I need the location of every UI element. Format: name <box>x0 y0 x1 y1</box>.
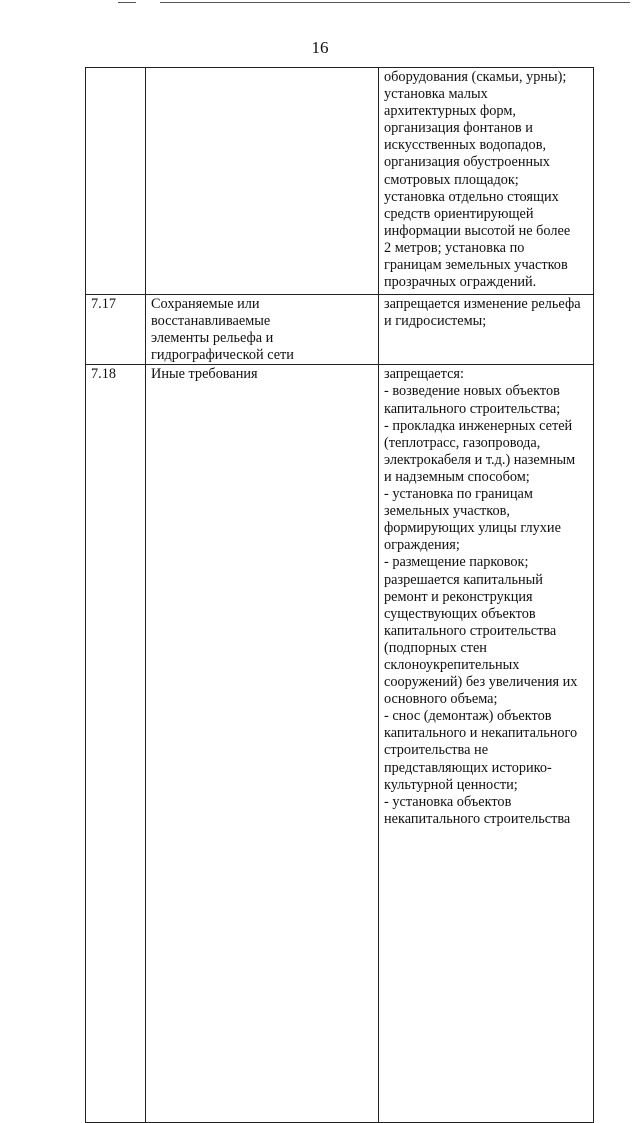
requirement-line: - установка объектов <box>384 793 512 810</box>
requirement-line: капитального и некапитального <box>384 725 578 742</box>
top-edge-line <box>160 2 630 3</box>
requirements-table <box>85 67 594 1123</box>
row-number-cell: 7.18 <box>86 365 146 1123</box>
requirement-line: электрокабеля и т.д.) наземным <box>384 451 576 468</box>
requirement-line: (подпорных стен <box>384 639 487 656</box>
parameter-name-cell <box>146 68 379 295</box>
requirement-line: организация обустроенных <box>384 154 550 171</box>
requirement-line: - прокладка инженерных сетей <box>384 417 573 434</box>
requirement-line: прозрачных ограждений. <box>384 274 537 291</box>
parameter-name-line: элементы рельефа и <box>151 330 274 347</box>
requirement-line: запрещается: <box>384 366 464 383</box>
requirements-cell <box>379 365 594 1123</box>
requirement-line: организация фонтанов и <box>384 120 533 137</box>
requirement-line: формирующих улицы глухие <box>384 520 561 537</box>
requirement-line: представляющих историко- <box>384 759 552 776</box>
requirement-line: основного объема; <box>384 691 498 708</box>
requirement-line: и надземным способом; <box>384 468 530 485</box>
requirement-line: - размещение парковок; <box>384 554 529 571</box>
requirement-line: капитального строительства; <box>384 400 561 417</box>
requirement-line: разрешается капитальный <box>384 571 543 588</box>
requirement-line: некапитального строительства <box>384 810 571 827</box>
requirement-line: 2 метров; установка по <box>384 239 525 256</box>
requirements-cell <box>379 295 594 365</box>
requirement-line: культурной ценности; <box>384 776 518 793</box>
requirement-line: капитального строительства <box>384 622 557 639</box>
parameter-name-cell <box>146 365 379 1123</box>
requirement-line: искусственных водопадов, <box>384 137 547 154</box>
requirement-line: границам земельных участков <box>384 257 568 274</box>
requirement-line: - установка по границам <box>384 486 533 503</box>
requirement-line: архитектурных форм, <box>384 103 516 120</box>
table-row <box>86 365 594 1123</box>
requirement-line: оборудования (скамьи, урны); <box>384 69 567 85</box>
requirement-line: информации высотой не более <box>384 222 571 239</box>
parameter-name-line: гидрографической сети <box>151 347 294 364</box>
page-number: 16 <box>311 38 329 57</box>
requirement-line: склоноукрепительных <box>384 656 520 673</box>
requirement-line: - снос (демонтаж) объектов <box>384 708 552 725</box>
requirement-line: средств ориентирующей <box>384 205 534 222</box>
row-number-cell <box>86 68 146 295</box>
parameter-name-cell <box>146 295 379 365</box>
requirement-line: ремонт и реконструкция <box>384 588 533 605</box>
requirement-line: - возведение новых объектов <box>384 383 560 400</box>
table-row <box>86 68 594 295</box>
table-row <box>86 295 594 365</box>
requirement-line: смотровых площадок; <box>384 171 519 188</box>
requirement-line: существующих объектов <box>384 605 536 622</box>
requirement-line: (теплотрасс, газопровода, <box>384 434 541 451</box>
requirement-line: ограждения; <box>384 537 460 554</box>
parameter-name-line: Иные требования <box>151 366 258 383</box>
row-number-cell: 7.17 <box>86 295 146 365</box>
top-edge-line <box>118 2 136 3</box>
requirements-cell <box>379 68 594 295</box>
requirement-line: и гидросистемы; <box>384 313 487 330</box>
requirement-line: установка отдельно стоящих <box>384 188 559 205</box>
requirement-line: установка малых <box>384 86 488 103</box>
parameter-name-line: восстанавливаемые <box>151 313 271 330</box>
requirement-line: сооружений) без увеличения их <box>384 674 578 691</box>
requirement-line: земельных участков, <box>384 503 510 520</box>
parameter-name-line: Сохраняемые или <box>151 296 260 312</box>
requirement-line: строительства не <box>384 742 489 759</box>
requirement-line: запрещается изменение рельефа <box>384 296 581 312</box>
